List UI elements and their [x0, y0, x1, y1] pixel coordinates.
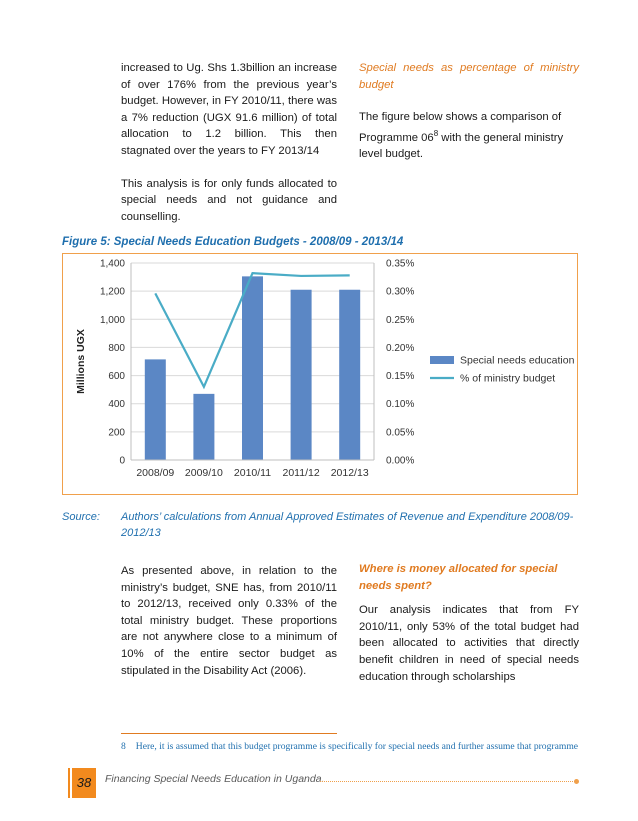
page-number: 38 — [72, 768, 96, 798]
paragraph-text: with the general ministry level budget. — [359, 131, 564, 161]
x-tick-label: 2008/09 — [136, 467, 175, 479]
right-column-bottom — [359, 561, 579, 685]
bar — [339, 290, 360, 460]
legend-label: % of ministry budget — [460, 372, 556, 385]
x-tick-label: 2011/12 — [282, 467, 320, 479]
page-badge-edge — [68, 768, 70, 798]
body-paragraph — [359, 109, 579, 163]
y-tick-label: 400 — [108, 399, 125, 411]
bar — [291, 290, 312, 460]
x-tick-label: 2009/10 — [184, 467, 223, 479]
y-tick-label: 800 — [108, 342, 125, 354]
y2-tick-label: 0.00% — [386, 455, 415, 467]
bar — [242, 276, 263, 460]
running-footer-title: Financing Special Needs Education in Uganda. — [105, 773, 325, 785]
bar — [193, 394, 214, 460]
figure-caption: Figure 5: Special Needs Education Budgets - 2008/09 - 2013/14 — [62, 236, 404, 248]
budget-chart — [63, 254, 576, 493]
footnote — [121, 741, 578, 752]
legend-label: Special needs education — [460, 354, 575, 367]
section-heading: Where is money allocated for special needs spent? — [359, 563, 558, 592]
section-heading: Special needs as percentage of ministry budget — [359, 62, 579, 91]
footer-dotted-line — [320, 781, 575, 782]
paragraph-text: The figure below shows a comparison of Programme 06 — [359, 111, 562, 144]
y2-tick-label: 0.20% — [386, 342, 415, 354]
legend-swatch-bar — [430, 356, 454, 364]
body-paragraph: This analysis is for only funds allocated to special needs and not guidance and counselling. — [121, 177, 337, 223]
y-tick-label: 1,200 — [99, 286, 125, 298]
source-label: Source: — [62, 511, 100, 523]
x-tick-label: 2012/13 — [330, 467, 369, 479]
y-tick-label: 200 — [108, 427, 125, 439]
body-paragraph: As presented above, in relation to the ministry’s budget, SNE has, from 2010/11 to 2012/13, received only 0.33% of the total ministry budget. These proportions are not anywhere close to a minimum of 10% of the entire sector budget as stipulated in the Disability Act (2006). — [121, 565, 337, 677]
y-tick-label: 0 — [119, 455, 125, 467]
figure-box — [62, 253, 578, 495]
x-tick-label: 2010/11 — [233, 467, 272, 479]
y2-tick-label: 0.30% — [386, 286, 415, 298]
y2-tick-label: 0.05% — [386, 427, 415, 439]
y-tick-label: 1,000 — [99, 314, 125, 326]
y2-tick-label: 0.15% — [386, 371, 415, 383]
body-paragraph: Our analysis indicates that from FY 2010/11, only 53% of the total budget had been allocated to activities that directly benefit children in need of special needs education through scholarships — [359, 604, 579, 683]
y-tick-label: 1,400 — [99, 258, 125, 270]
bar — [145, 359, 166, 460]
footnote-ref: 8 — [433, 128, 439, 138]
y2-tick-label: 0.25% — [386, 314, 415, 326]
footnote-text: Here, it is assumed that this budget programme is specifically for special needs and further assume that programme — [135, 741, 579, 752]
footnote-divider — [121, 733, 337, 734]
y-tick-label: 600 — [108, 371, 125, 383]
left-column-bottom — [121, 563, 337, 679]
left-column-top — [121, 60, 337, 225]
right-column-top — [359, 60, 579, 163]
y2-tick-label: 0.10% — [386, 399, 415, 411]
body-paragraph: increased to Ug. Shs 1.3billion an increase of over 176% from the previous year’s budget. However, in FY 2010/11, there was a 7% reduction (UGX 91.6 million) of total allocation to 1.2 billion. This then stagnated over the years to FY 2013/14 — [121, 62, 337, 157]
source-text: Authors’ calculations from Annual Approved Estimates of Revenue and Expenditure 2008/09-2012/13 — [121, 511, 574, 539]
footnote-number: 8 — [121, 741, 126, 752]
y-axis-title: Millions UGX — [75, 329, 87, 394]
footer-dot — [574, 779, 579, 784]
y2-tick-label: 0.35% — [386, 258, 415, 270]
